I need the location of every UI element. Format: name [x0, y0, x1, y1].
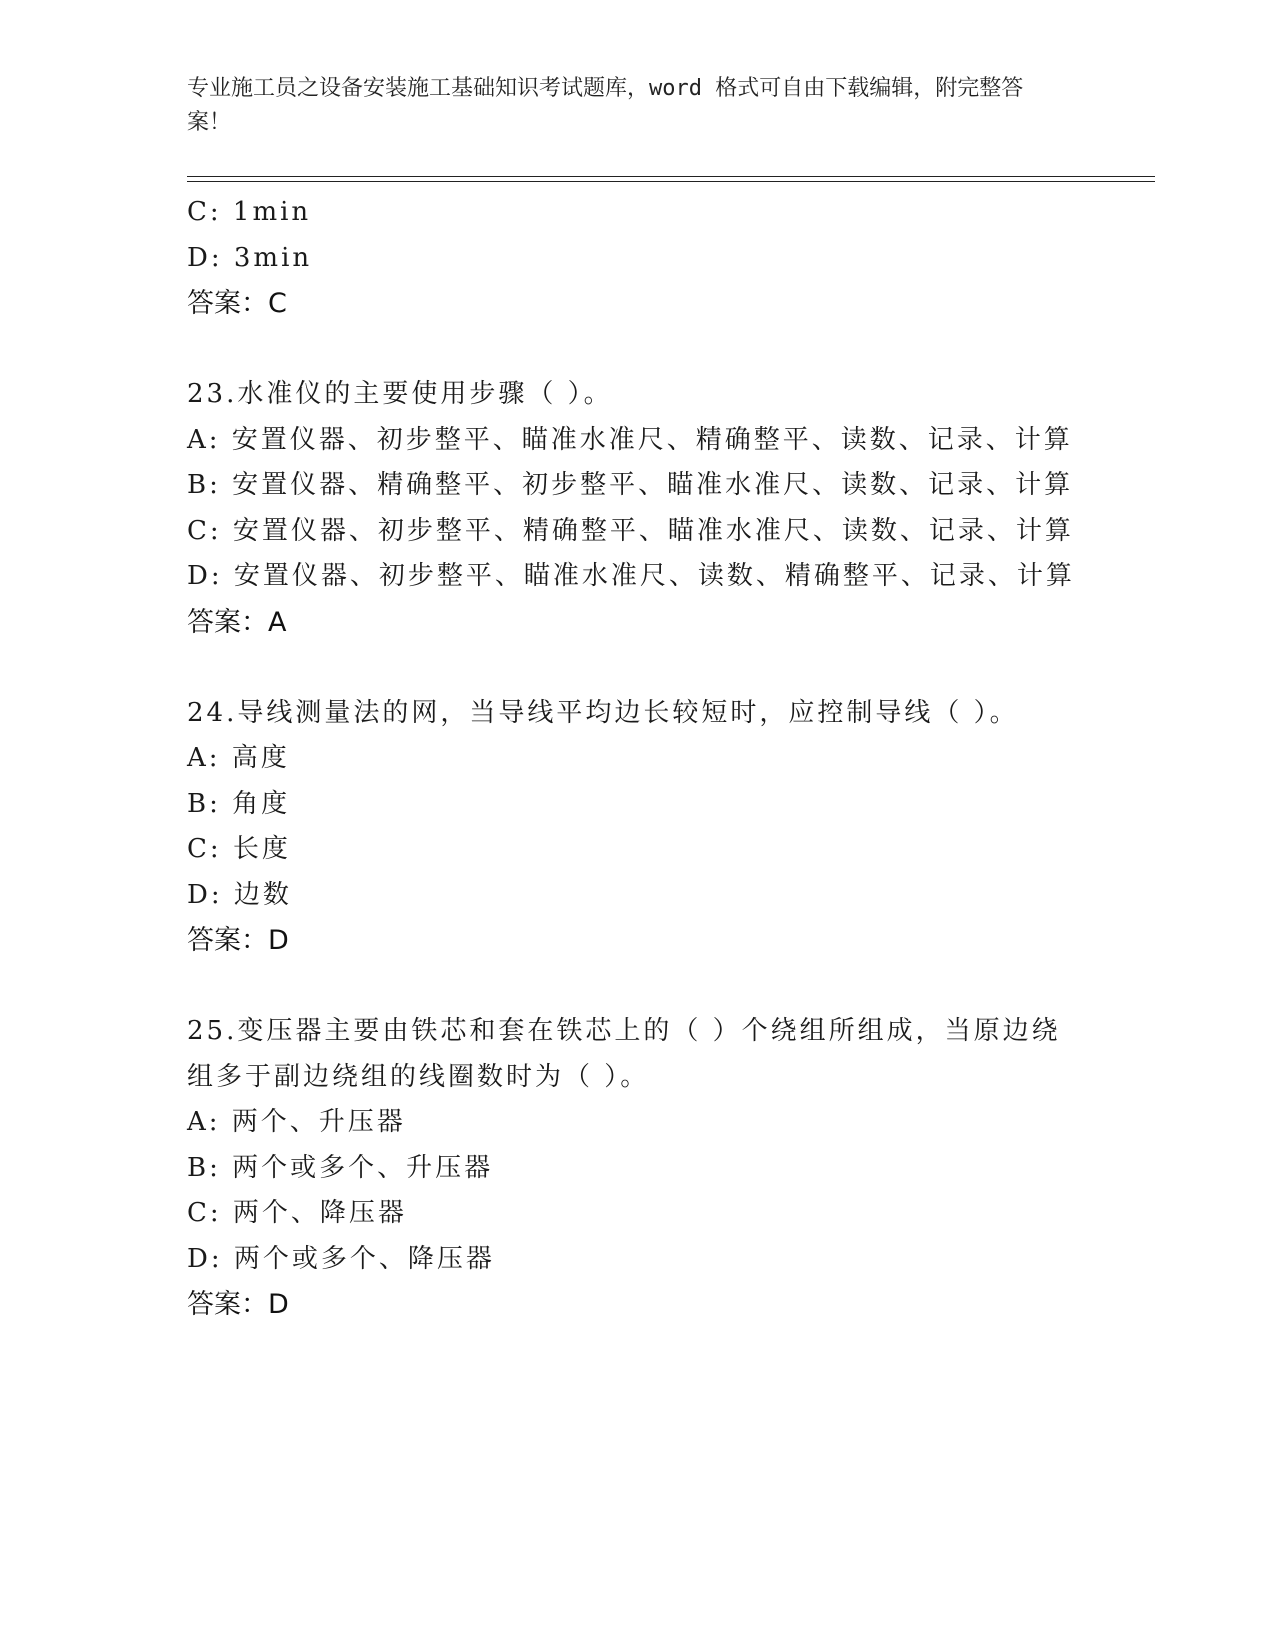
- question-25-answer: 答案：D: [187, 1289, 289, 1320]
- spacer: [187, 645, 1127, 691]
- question-25-option-d: D: 两个或多个、降压器: [187, 1243, 495, 1274]
- header-rule-top: [187, 176, 1155, 177]
- question-23-stem: 23.水准仪的主要使用步骤（ ）。: [187, 379, 613, 409]
- header-rule-bottom: [187, 181, 1155, 182]
- question-25-option-b: B: 两个或多个、升压器: [187, 1152, 494, 1183]
- question-25-stem-line-1: 25.变压器主要由铁芯和套在铁芯上的（ ）个绕组所组成，当原边绕: [187, 1016, 1061, 1046]
- question-23-option-a: A: 安置仪器、初步整平、瞄准水准尺、精确整平、读数、记录、计算: [187, 424, 1073, 455]
- option-c: C: 1min: [187, 197, 312, 227]
- question-23-option-b: B: 安置仪器、精确整平、初步整平、瞄准水准尺、读数、记录、计算: [187, 470, 1074, 500]
- question-25-option-c: C: 两个、降压器: [187, 1198, 407, 1228]
- question-23-option-d: D: 安置仪器、初步整平、瞄准水准尺、读数、精确整平、记录、计算: [187, 561, 1075, 591]
- spacer: [187, 327, 1127, 373]
- question-content: [187, 190, 1127, 1328]
- answer-line: 答案：C: [187, 288, 287, 319]
- question-24-option-d: D: 边数: [187, 879, 292, 910]
- spacer: [187, 964, 1127, 1010]
- question-24-option-a: A: 高度: [187, 743, 290, 773]
- question-24-answer: 答案：D: [187, 925, 289, 956]
- question-25-option-a: A: 两个、升压器: [187, 1107, 406, 1137]
- question-24-option-b: B: 角度: [187, 788, 291, 819]
- document-header: 专业施工员之设备安装施工基础知识考试题库，word 格式可自由下载编辑，附完整答案！: [187, 76, 1024, 135]
- question-24-stem: 24.导线测量法的网，当导线平均边长较短时，应控制导线（ ）。: [187, 697, 1019, 728]
- question-25-stem-line-2: 组多于副边绕组的线圈数时为（ ）。: [187, 1061, 650, 1092]
- question-24-option-c: C: 长度: [187, 834, 291, 864]
- question-23-option-c: C: 安置仪器、初步整平、精确整平、瞄准水准尺、读数、记录、计算: [187, 515, 1074, 546]
- question-23-answer: 答案：A: [187, 606, 287, 638]
- option-d: D: 3min: [187, 242, 313, 273]
